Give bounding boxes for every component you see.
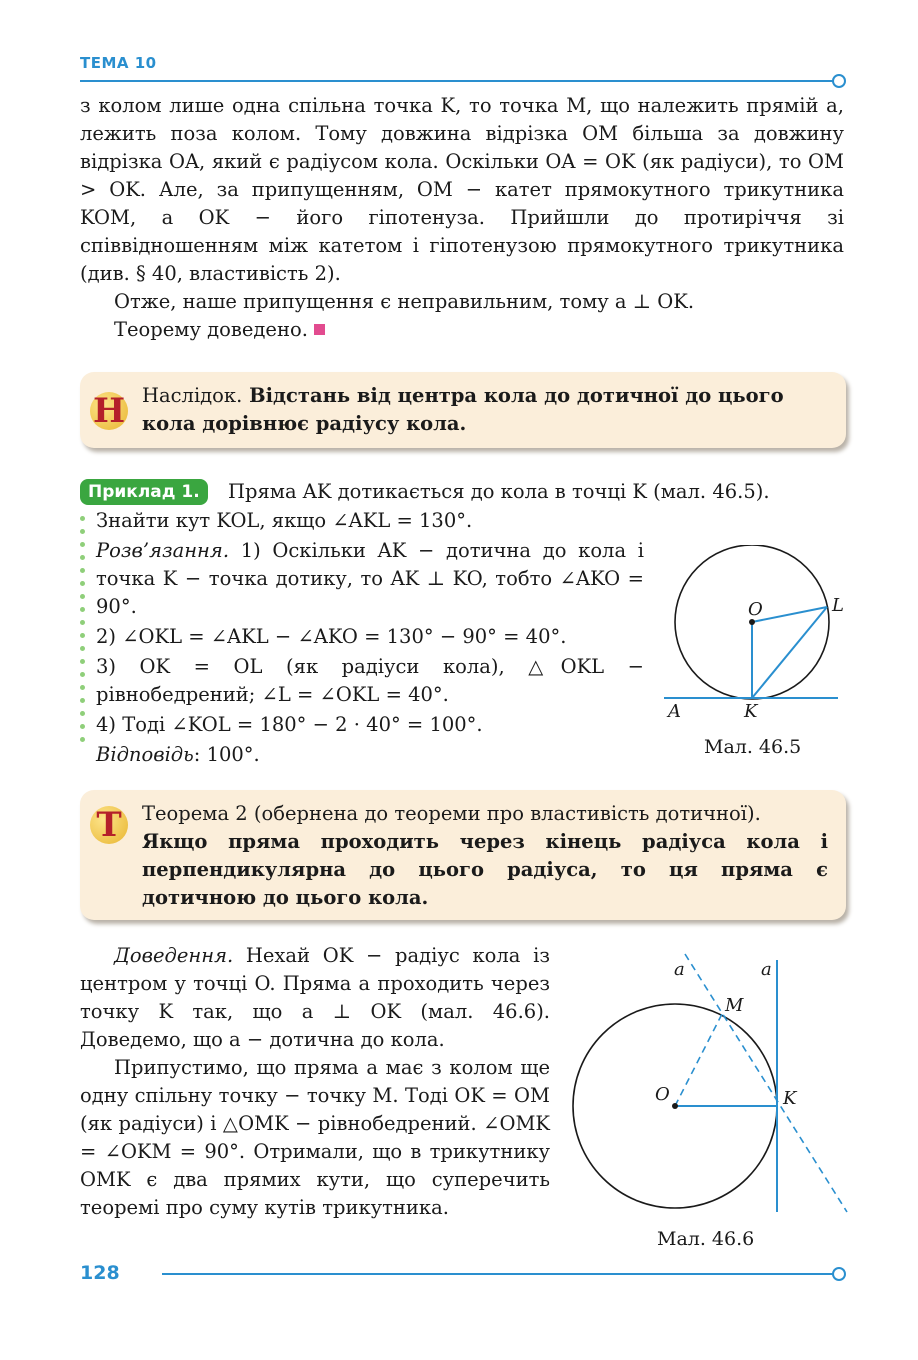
example-badge: Приклад 1.: [80, 479, 208, 505]
theorem-box: [80, 790, 846, 920]
proof-paragraph-2: Припустимо, що пряма a має з колом ще одну спільну точку − точку M. Тоді OK = OM (як радіуси) і △OMK − рівнобедрений. ∠OMK = ∠OKM = 90°. Отримали, що в трикутнику OMK є два прямих кути, що суперечить теоремі про суму кутів трикутника.: [80, 1056, 550, 1219]
intro-proved: [80, 316, 844, 344]
example-dots-decoration: [80, 516, 86, 750]
label-m: M: [725, 995, 744, 1016]
solution-step-3: 3) OK = OL (як радіуси кола), △OKL − рівнобедрений; ∠L = ∠OKL = 40°.: [96, 655, 644, 706]
line-a-secant: [685, 954, 847, 1212]
intro-conclusion: Отже, наше припущення є неправильним, тому a ⊥ OK.: [114, 290, 695, 313]
solution-step-1: 1) Оскільки AK − дотична до кола і точка K − точка дотику, то AK ⊥ KO, тобто ∠AKO = 90°.: [96, 539, 644, 618]
figure-46-5-caption: Мал. 46.5: [704, 736, 802, 758]
corollary-lead: Наслідок.: [142, 384, 243, 407]
theorem-title: Теорема 2 (обернена до теореми про властивість дотичної).: [142, 802, 761, 825]
corollary-statement: Відстань від центра кола до дотичної до цього кола дорівнює радіусу кола.: [142, 384, 784, 435]
radius-om: [675, 1012, 723, 1106]
solution-step-2: 2) ∠OKL = ∠AKL − ∠AKO = 130° − 90° = 40°.: [96, 625, 567, 648]
intro-paragraph: з колом лише одна спільна точка K, то точка M, що належить прямій a, лежить поза колом. Тому довжина відрізка OM більша за довжину відрізка OA, який є радіусом кола. Оскільки OA = OK (як радіуси), то OM > OK. Але, за припущенням, OM − катет прямокутного трикутника KOM, а OK − його гіпотенуза. Прийшли до протиріччя зі співвідношенням між катетом і гіпотенузою прямокутного трикутника (див. § 40, властивість 2).: [80, 94, 844, 285]
proved-text: Теорему доведено.: [114, 318, 308, 341]
answer-lead: Відповідь: [96, 743, 194, 766]
corollary-badge-icon: Н: [90, 392, 128, 430]
figure-46-6-caption: Мал. 46.6: [657, 1228, 755, 1250]
label-l: L: [832, 595, 844, 616]
header-rule: [80, 80, 834, 82]
intro-block: [80, 92, 844, 344]
example-statement-2: Знайти кут KOL, якщо ∠AKL = 130°.: [96, 509, 473, 532]
proof-block: [80, 942, 550, 1222]
corollary-box: [80, 372, 846, 448]
footer-rule-end-dot: [832, 1267, 846, 1281]
center-point: [672, 1103, 678, 1109]
theorem-text: [142, 800, 828, 912]
header-rule-end-dot: [832, 74, 846, 88]
example-statement-1: Пряма AK дотикається до кола в точці K (мал. 46.5).: [228, 480, 770, 503]
label-a-2: a: [761, 959, 772, 980]
corollary-text: [142, 382, 832, 438]
proof-paragraph-1: Нехай OK − радіус кола із центром у точці O. Пряма a проходить через точку K так, що a ⊥ OK (мал. 46.6). Доведемо, що a − дотична до кола.: [80, 944, 550, 1051]
figure-46-6: [565, 950, 855, 1220]
topic-label: ТЕМА 10: [80, 54, 157, 72]
figure-46-5: [660, 545, 850, 725]
end-of-proof-mark: [314, 324, 325, 335]
solution-lead: Розв’язання.: [96, 539, 230, 562]
theorem-statement: Якщо пряма проходить через кінець радіуса кола і перпендикулярна до цього радіуса, то ця пряма є дотичною до цього кола.: [142, 830, 828, 909]
answer-value: : 100°.: [193, 743, 260, 766]
label-k: K: [744, 701, 758, 722]
theorem-badge-icon: Т: [90, 806, 128, 844]
label-k: K: [783, 1088, 797, 1109]
label-o: O: [748, 599, 763, 620]
label-a: A: [668, 701, 681, 722]
footer-rule: [162, 1273, 834, 1275]
proof-lead: Доведення.: [114, 944, 234, 967]
label-o: O: [655, 1084, 670, 1105]
page-number: 128: [80, 1262, 120, 1284]
label-a-1: a: [674, 959, 685, 980]
example-solution: [96, 537, 644, 769]
solution-step-4: 4) Тоді ∠KOL = 180° − 2 · 40° = 100°.: [96, 713, 483, 736]
